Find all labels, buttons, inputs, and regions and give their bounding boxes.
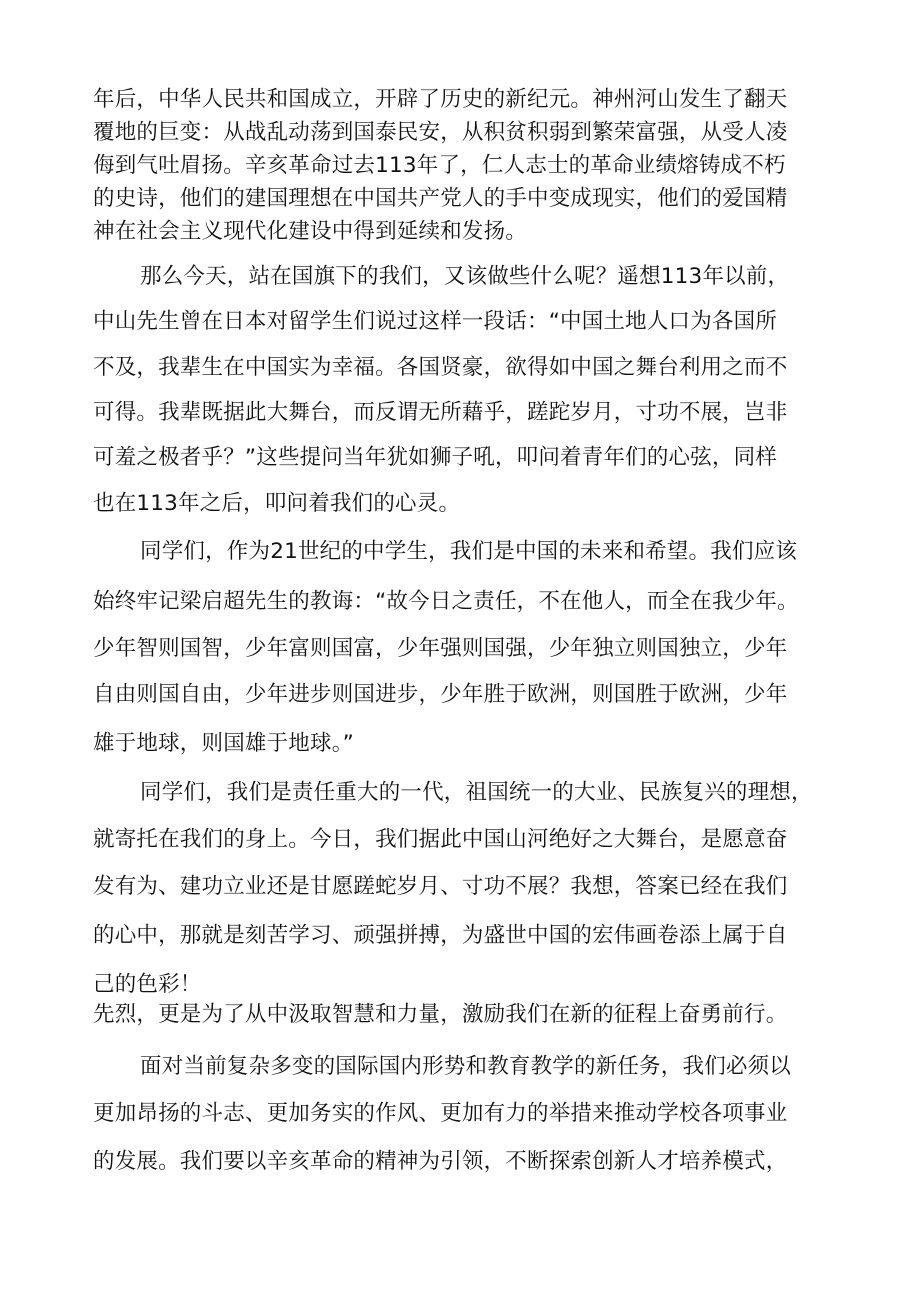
text-line: 年后，中华人民共和国成立，开辟了历史的新纪元。神州河山发生了翻天 bbox=[93, 87, 788, 112]
paragraph-first-line: 同学们，我们是责任重大的一代，祖国统一的大业、民族复兴的理想， bbox=[140, 780, 813, 805]
text-line: 雄于地球，则国雄于地球。” bbox=[93, 731, 354, 756]
text-line: 不及，我辈生在中国实为幸福。各国贤豪，欲得如中国之舞台利用之而不 bbox=[93, 355, 788, 380]
text-line: 中山先生曾在日本对留学生们说过这样一段话：“中国土地人口为各国所 bbox=[93, 309, 778, 334]
text-line: 也在113年之后，叩问着我们的心灵。 bbox=[93, 491, 461, 516]
text-line: 先烈，更是为了从中汲取智慧和力量，激励我们在新的征程上奋勇前行。 bbox=[93, 1002, 788, 1027]
text-line: 可得。我辈既据此大舞台，而反谓无所藉乎，蹉跎岁月，寸功不展，岂非 bbox=[93, 400, 788, 425]
text-line: 的发展。我们要以辛亥革命的精神为引领，不断探索创新人才培养模式， bbox=[93, 1149, 788, 1174]
text-line: 更加昂扬的斗志、更加务实的作风、更加有力的举措来推动学校各项事业 bbox=[93, 1101, 788, 1126]
text-line: 覆地的巨变：从战乱动荡到国泰民安，从积贫积弱到繁荣富强，从受人凌 bbox=[93, 120, 788, 145]
paragraph-first-line: 面对当前复杂多变的国际国内形势和教育教学的新任务，我们必须以 bbox=[140, 1054, 792, 1079]
text-line: 自由则国自由，少年进步则国进步，少年胜于欧洲，则国胜于欧洲，少年 bbox=[93, 682, 788, 707]
text-line: 神在社会主义现代化建设中得到延续和发扬。 bbox=[93, 219, 528, 244]
paragraph-first-line: 同学们，作为21世纪的中学生，我们是中国的未来和希望。我们应该 bbox=[140, 539, 798, 564]
text-line: 就寄托在我们的身上。今日，我们据此中国山河绝好之大舞台，是愿意奋 bbox=[93, 827, 788, 852]
text-line: 发有为、建功立业还是甘愿蹉蛇岁月、寸功不展？我想，答案已经在我们 bbox=[93, 874, 788, 899]
text-line: 可羞之极者乎？”这些提问当年犹如狮子吼，叩问着青年们的心弦，同样 bbox=[93, 445, 778, 470]
paragraph-first-line: 那么今天，站在国旗下的我们，又该做些什么呢？遥想113年以前， bbox=[140, 264, 790, 289]
text-line: 侮到气吐眉扬。辛亥革命过去113年了，仁人志士的革命业绩熔铸成不朽 bbox=[93, 153, 786, 178]
text-line: 己的色彩！ bbox=[93, 972, 202, 997]
text-line: 始终牢记梁启超先生的教诲：“故今日之责任，不在他人，而全在我少年。 bbox=[93, 589, 799, 614]
text-line: 少年智则国智，少年富则国富，少年强则国强，少年独立则国独立，少年 bbox=[93, 636, 788, 661]
text-line: 的史诗，他们的建国理想在中国共产党人的手中变成现实，他们的爱国精 bbox=[93, 186, 788, 211]
text-line: 的心中，那就是刻苦学习、顽强拼搏，为盛世中国的宏伟画卷添上属于自 bbox=[93, 923, 788, 948]
